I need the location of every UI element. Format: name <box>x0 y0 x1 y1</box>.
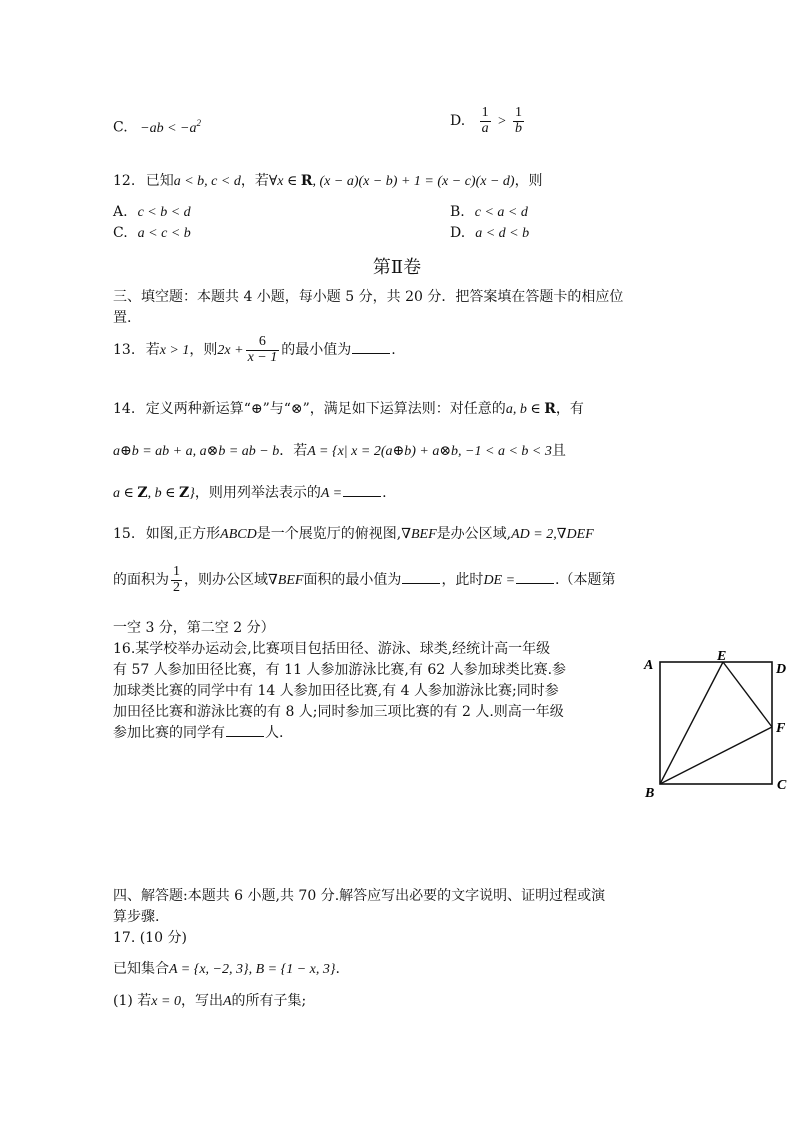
q11-frac-1b: $\frac{1}{b}$ <box>515 105 522 136</box>
q14-line2: a⊕b = ab + a, a⊗b = ab − b．若A = {x| x = 2(a⊕b) + a⊗b, −1 < a < b < 3且 <box>113 443 566 459</box>
q11-option-c: C. $-ab < -a^2$ <box>113 118 201 136</box>
segment-bf <box>660 727 772 784</box>
section-2-title: 第Ⅱ卷 <box>372 257 422 278</box>
segment-ef <box>723 662 772 727</box>
q13-answer-blank <box>352 341 390 354</box>
q14-line1: 14. 定义两种新运算“⊕”与“⊗”，满足如下运算法则：对任意的a, b ∈ R，有 <box>113 401 584 417</box>
q14-answer-blank <box>343 484 381 497</box>
q13: 13. 若x > 1，则2x + $\frac{6}{x - 1}$ 的最小值为 . <box>113 334 396 365</box>
q12-option-d: D. a < d < b <box>450 225 530 241</box>
q16-line1: 16.某学校举办运动会,比赛项目包括田径、游泳、球类,经统计高一年级 <box>113 641 551 657</box>
label-b: B <box>645 786 655 801</box>
q11-option-d: D. $\frac{1}{a}$ > $\frac{1}{b}$ <box>450 105 522 136</box>
q11-option-c-expr: −ab < −a <box>140 120 197 136</box>
q15-line2: 的面积为 $\frac{1}{2}$ ，则办公区域∇BEF面积的最小值为 ，此时DE = .（本题第 <box>113 564 616 595</box>
square-abcd-figure <box>635 645 794 805</box>
segment-be <box>660 662 723 784</box>
q16-answer-blank <box>226 724 264 737</box>
q17-header: 17. (10 分) <box>113 930 187 946</box>
q12-option-a: A. c < b < d <box>113 204 191 220</box>
q14-line3: a ∈ Z, b ∈ Z}，则用列举法表示的A = . <box>113 485 387 501</box>
q15-answer-blank-2 <box>516 571 554 584</box>
label-f: F <box>776 721 786 736</box>
q15-fraction: $\frac{1}{2}$ <box>173 564 180 595</box>
q12-stem: 12. 已知a < b, c < d，若∀x ∈ R, (x − a)(x − b) + 1 = (x − c)(x − d)，则 <box>113 173 543 189</box>
q13-fraction: $\frac{6}{x - 1}$ <box>247 334 278 365</box>
q15-line1: 15. 如图,正方形ABCD是一个展览厅的俯视图,∇BEF是办公区域,AD = 2,∇DEF <box>113 526 594 542</box>
part3-instructions-line2: 置. <box>113 310 132 326</box>
label-a: A <box>644 658 654 673</box>
label-e: E <box>717 649 727 664</box>
q17-part1: (1) 若x = 0，写出A的所有子集; <box>113 993 307 1009</box>
q11-frac-1a: $\frac{1}{a}$ <box>481 105 489 136</box>
part3-instructions-line1: 三、填空题：本题共 4 小题，每小题 5 分，共 20 分．把答案填在答题卡的相应位 <box>113 289 624 305</box>
q15-answer-blank-1 <box>402 571 440 584</box>
part4-instructions-line1: 四、解答题:本题共 6 小题,共 70 分.解答应写出必要的文字说明、证明过程或演 <box>113 888 606 904</box>
q16-line5: 参加比赛的同学有 人. <box>113 725 284 741</box>
q12-option-b: B. c < a < d <box>450 204 528 220</box>
label-c: C <box>777 778 787 793</box>
label-d: D <box>776 662 787 677</box>
q12-option-c: C. a < c < b <box>113 225 191 241</box>
q15-line3: 一空 3 分，第二空 2 分） <box>113 620 275 636</box>
q16-line4: 加田径比赛和游泳比赛的有 8 人;同时参加三项比赛的有 2 人.则高一年级 <box>113 704 564 720</box>
q16-line2: 有 57 人参加田径比赛，有 11 人参加游泳比赛,有 62 人参加球类比赛.参 <box>113 662 567 678</box>
q16-line3: 加球类比赛的同学中有 14 人参加田径比赛,有 4 人参加游泳比赛;同时参 <box>113 683 559 699</box>
part4-instructions-line2: 算步骤. <box>113 909 160 925</box>
square-outline <box>660 662 772 784</box>
q17-given: 已知集合A = {x, −2, 3}, B = {1 − x, 3}. <box>113 961 340 977</box>
